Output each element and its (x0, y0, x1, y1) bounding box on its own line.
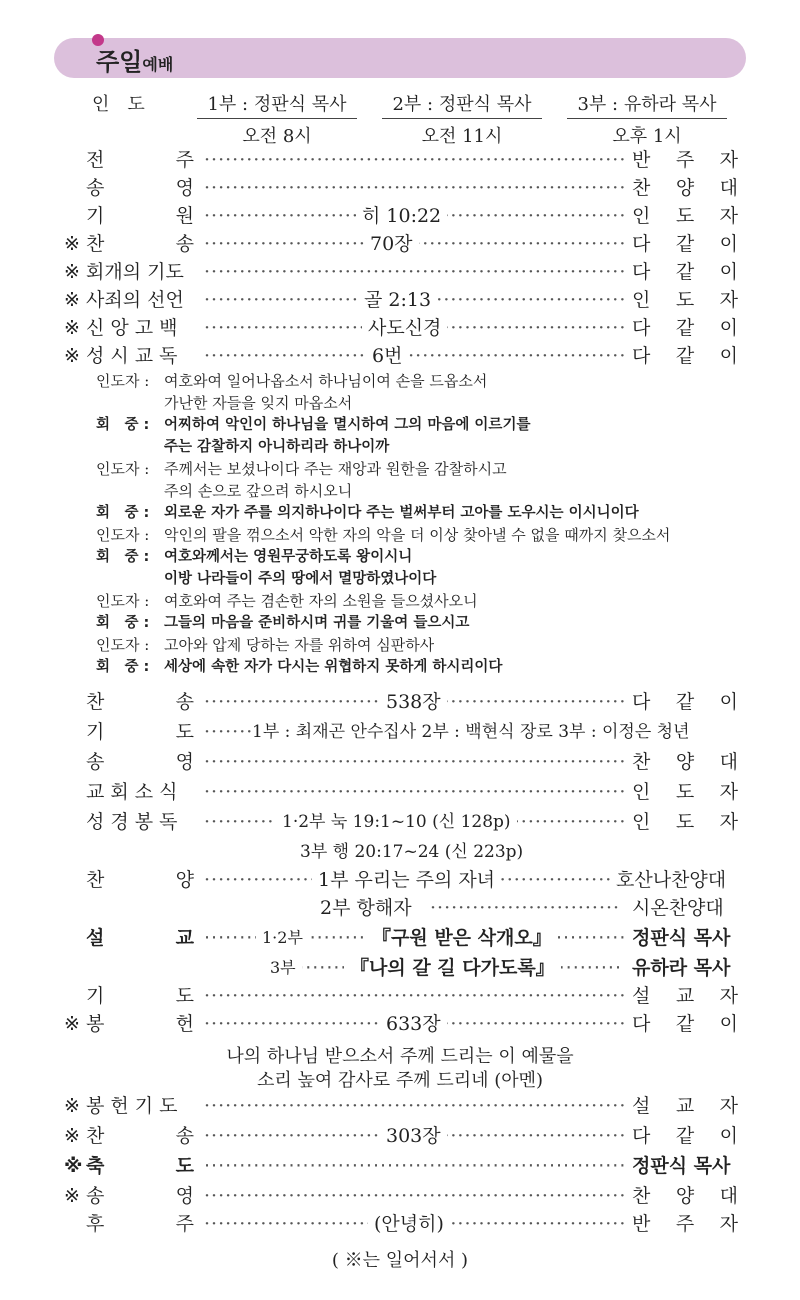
congregation-line: 회 중 : 세상에 속한 자가 다시는 위협하지 못하게 하시리이다 (96, 659, 503, 675)
leader-line: 인도자 : 고아와 압제 당하는 자를 위하여 심판하사 (96, 636, 435, 654)
prayer2-row: 기 도 ····· 설 교 자 (0, 982, 800, 1010)
sermon-row-2: ····· 3부 『나의 갈 길 다가도록』 유하라 목사 (0, 954, 800, 982)
service-2: 2부 : 정판식 목사 오전 11시 (382, 90, 542, 148)
postlude-row: 후 주 ····· (안녕히) 반 주 자 (0, 1210, 800, 1238)
anthem-row: 찬 양 ····· 1부 우리는 주의 자녀 호산나찬양대 (0, 866, 800, 894)
order-item: ※ 회개의 기도 ····· 다 같 이 (0, 258, 800, 286)
order-item: ※ 신 앙 고 백 ····· 사도신경 다 같 이 (0, 314, 800, 342)
congregation-line: 회 중 : 어찌하여 악인이 하나님을 멸시하여 그의 마음에 이르기를 (96, 417, 531, 433)
congregation-line: 주는 감찰하지 아니하리라 하나이까 (164, 439, 390, 455)
leader-line: 인도자 : 악인의 팔을 꺾으소서 악한 자의 악을 더 이상 찾아낼 수 없을 때까지 찾으소서 (96, 526, 671, 544)
leader-line: 인도자 : 주께서는 보셨나이다 주는 재앙과 원한을 감찰하시고 (96, 460, 507, 478)
leaders-label: 인 도 (92, 94, 145, 115)
congregation-line: 회 중 : 그들의 마음을 준비하시며 귀를 기울여 들으시고 (96, 615, 470, 631)
scripture-row: 성 경 봉 독 ····· 1·2부 눅 19:1~10 (신 128p) 인 도 자 (0, 808, 800, 836)
congregation-line: 회 중 : 외로운 자가 주를 의지하나이다 주는 벌써부터 고아를 도우시는 이시니이다 (96, 505, 639, 521)
offering-row: ※ 봉 헌 ····· 633장 다 같 이 (0, 1010, 800, 1038)
prayer-row: 기 도 ····· 1부 : 최재곤 안수집사 2부 : 백현식 장로 3부 : 이정은 청년 (0, 718, 800, 746)
congregation-line: 회 중 : 여호와께서는 영원무궁하도록 왕이시니 (96, 549, 413, 565)
church-news-row: 교 회 소 식 ····· 인 도 자 (0, 778, 800, 806)
offering-verse-1: 나의 하나님 받으소서 주께 드리는 이 예물을 (226, 1046, 574, 1067)
order-item: ※ 찬 송 ····· 70장 다 같 이 (0, 230, 800, 258)
benediction-row: ※ 축 도 ····· 정판식 목사 (0, 1152, 800, 1180)
congregation-line: 이방 나라들이 주의 땅에서 멸망하였나이다 (164, 571, 437, 587)
scripture-row-3: 3부 행 20:17~24 (신 223p) (300, 842, 524, 862)
leader-line: 인도자 : 여호와여 일어나옵소서 하나님이여 손을 드옵소서 (96, 372, 488, 390)
order-item: ※ 사죄의 선언 ····· 골 2:13 인 도 자 (0, 286, 800, 314)
leader-line: 인도자 : 여호와여 주는 겸손한 자의 소원을 들으셨사오니 (96, 592, 478, 610)
sermon-row: 설 교 ····· 1·2부 『구원 받은 삭개오』 정판식 목사 (0, 924, 800, 952)
page-title: 주일예배 (96, 48, 174, 76)
offering-prayer-row: ※ 봉 헌 기 도 ····· 설 교 자 (0, 1092, 800, 1120)
leader-line: 가난한 자들을 잊지 마옵소서 (164, 394, 353, 412)
leader-line: 주의 손으로 갚으려 하시오니 (164, 482, 353, 500)
order-item: 기 원 ····· 히 10:22 인 도 자 (0, 202, 800, 230)
order-item: 전 주 ····· 반 주 자 (0, 146, 800, 174)
doxology2-row: ※ 송 영 ····· 찬 양 대 (0, 1182, 800, 1210)
doxology-row: 송 영 ····· 찬 양 대 (0, 748, 800, 776)
offering-verse-2: 소리 높여 감사로 주께 드리네 (아멘) (256, 1070, 544, 1091)
hymn-row-1: 찬 송 ····· 538장 다 같 이 (0, 688, 800, 716)
anthem-row-2: 2부 항해자 ····· 시온찬양대 (0, 894, 800, 922)
order-item: 송 영 ····· 찬 양 대 (0, 174, 800, 202)
service-1: 1부 : 정판식 목사 오전 8시 (197, 90, 357, 148)
order-item: ※ 성 시 교 독 ····· 6번 다 같 이 (0, 342, 800, 370)
footer-note: ( ※는 일어서서 ) (331, 1250, 469, 1271)
hymn-row-2: ※ 찬 송 ····· 303장 다 같 이 (0, 1122, 800, 1150)
service-3: 3부 : 유하라 목사 오후 1시 (567, 90, 727, 148)
